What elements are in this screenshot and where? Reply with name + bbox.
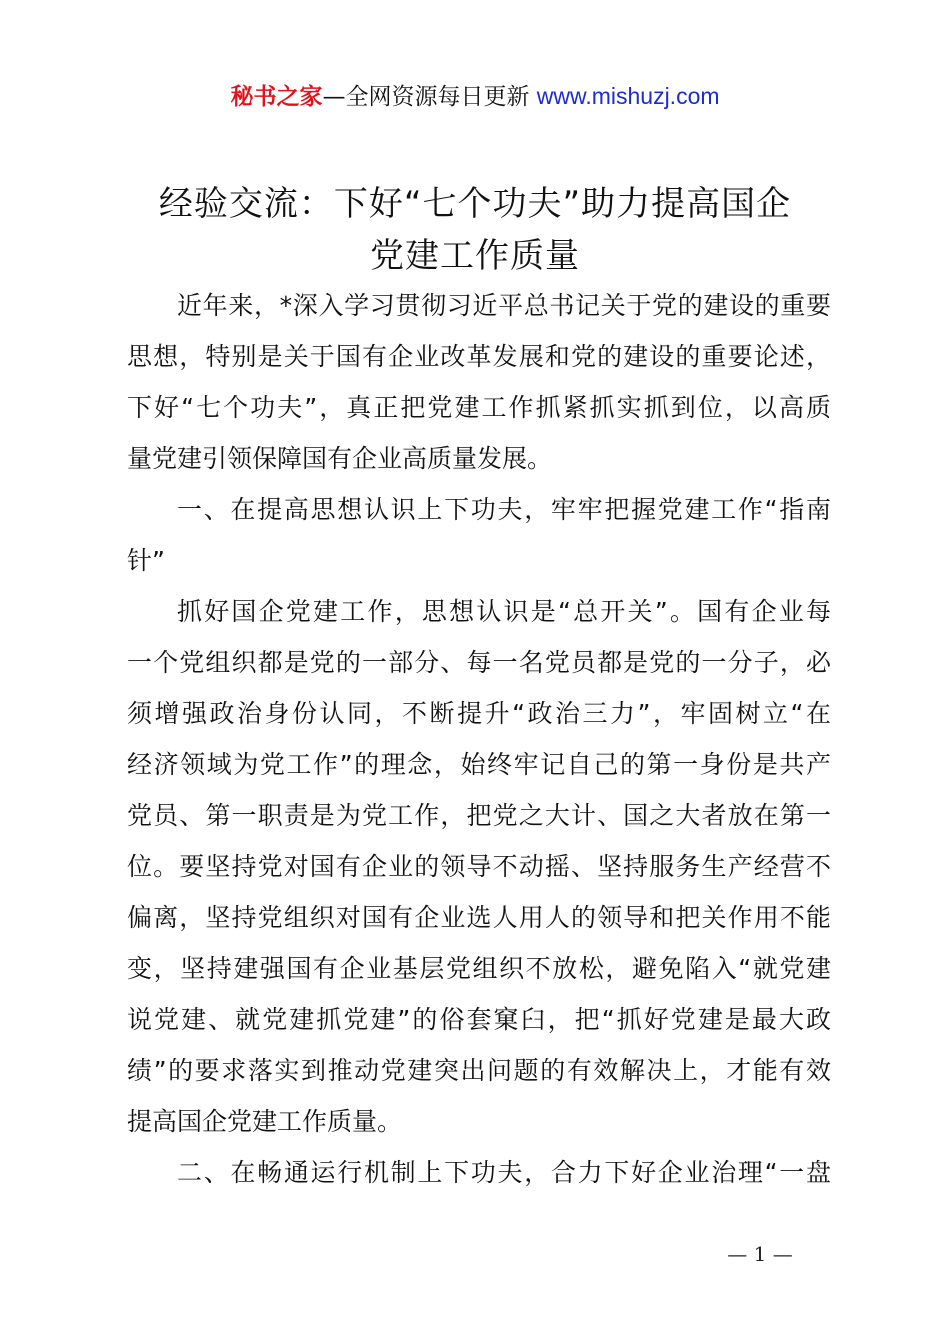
text-line: 一、在提高思想认识上下功夫，牢牢把握党建工作“指南 (177, 495, 831, 524)
text-line: 量党建引领保障国有企业高质量发展。 (127, 444, 553, 473)
text-line: 须增强政治身份认同，不断提升“政治三力”，牢固树立“在 (127, 699, 831, 728)
page-number: — 1 — (727, 1242, 793, 1266)
text-line: 二、在畅通运行机制上下功夫，合力下好企业治理“一盘 (177, 1158, 831, 1187)
text-line: 位。要坚持党对国有企业的领导不动摇、坚持服务生产经营不 (127, 852, 831, 881)
text-line: 思想，特别是关于国有企业改革发展和党的建设的重要论述， (127, 342, 831, 371)
text-line: 变，坚持建强国有企业基层党组织不放松，避免陷入“就党建 (127, 954, 831, 983)
text-line: 党员、第一职责是为党工作，把党之大计、国之大者放在第一 (127, 801, 831, 830)
section-heading-2 (127, 1147, 831, 1198)
text-line: 说党建、就党建抓党建”的俗套窠臼，把“抓好党建是最大政 (127, 1005, 831, 1034)
document-body (127, 280, 831, 1198)
title-line-1: 经验交流：下好“七个功夫”助力提高国企 (158, 184, 792, 224)
site-brand: 秘书之家 (230, 84, 323, 110)
text-line: 一个党组织都是党的一部分、每一名党员都是党的一分子，必 (127, 648, 831, 677)
section-heading-1 (127, 484, 831, 586)
text-line: 绩”的要求落实到推动党建突出问题的有效解决上，才能有效 (127, 1056, 831, 1085)
paragraph-section-1 (127, 586, 831, 1147)
title-line-2: 党建工作质量 (370, 236, 580, 276)
text-line: 抓好国企党建工作，思想认识是“总开关”。国有企业每 (177, 597, 831, 626)
text-line: 偏离，坚持党组织对国有企业选人用人的领导和把关作用不能 (127, 903, 831, 932)
site-tagline: —全网资源每日更新 (322, 84, 537, 110)
document-title (100, 178, 850, 282)
text-line: 提高国企党建工作质量。 (127, 1107, 403, 1136)
text-line: 针” (127, 546, 165, 575)
text-line: 下好“七个功夫”，真正把党建工作抓紧抓实抓到位，以高质 (127, 393, 831, 422)
text-line: 经济领域为党工作”的理念，始终牢记自己的第一身份是共产 (127, 750, 831, 779)
text-line: 近年来，*深入学习贯彻习近平总书记关于党的建设的重要 (177, 291, 831, 320)
site-header (0, 80, 950, 113)
paragraph-intro (127, 280, 831, 484)
site-url-link[interactable]: www.mishuzj.com (536, 83, 720, 109)
